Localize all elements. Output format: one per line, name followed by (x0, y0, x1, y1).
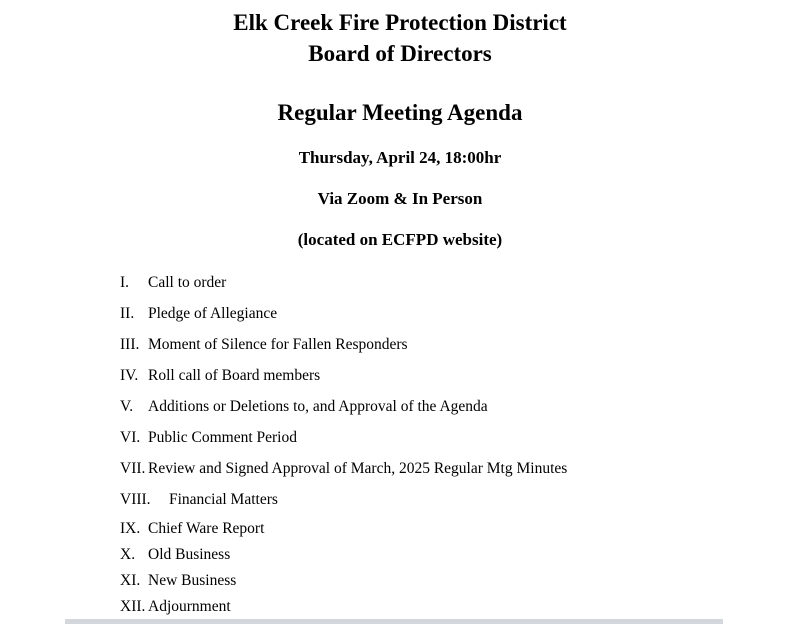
meeting-datetime: Thursday, April 24, 18:00hr (298, 148, 502, 167)
item-numeral: IX. (120, 520, 141, 537)
agenda-item (120, 335, 800, 354)
item-text: Pledge of Allegiance (148, 305, 278, 322)
location-note: (located on ECFPD website) (297, 230, 503, 249)
item-numeral: I. (120, 274, 130, 291)
item-numeral: III. (120, 336, 140, 353)
meeting-location: Via Zoom & In Person (317, 189, 483, 208)
item-text: Financial Matters (169, 491, 278, 508)
item-numeral: V. (120, 398, 134, 415)
agenda-item (120, 397, 800, 416)
agenda-item (120, 545, 800, 564)
item-numeral: VI. (120, 429, 141, 446)
agenda-item (120, 428, 800, 447)
agenda-heading: Regular Meeting Agenda (277, 100, 523, 125)
item-numeral: XI. (120, 572, 141, 589)
agenda-item (120, 571, 800, 590)
agenda-list (0, 273, 800, 616)
document-title (0, 0, 800, 69)
item-text: Additions or Deletions to, and Approval of the Agenda (148, 398, 488, 415)
page-bottom-edge (65, 619, 723, 624)
board-subtitle: Board of Directors (308, 41, 492, 66)
item-numeral: VII. (120, 460, 146, 477)
item-numeral: II. (120, 305, 135, 322)
item-numeral: VIII. (120, 491, 151, 508)
item-text: Call to order (148, 274, 227, 291)
item-text: New Business (148, 572, 237, 589)
agenda-item (120, 519, 800, 538)
agenda-item (120, 273, 800, 292)
item-text: Public Comment Period (148, 429, 297, 446)
item-numeral: IV. (120, 367, 139, 384)
district-name: Elk Creek Fire Protection District (233, 10, 567, 35)
item-text: Chief Ware Report (148, 520, 265, 537)
agenda-item (120, 459, 800, 478)
agenda-item (120, 490, 800, 509)
item-text: Moment of Silence for Fallen Responders (148, 336, 408, 353)
item-text: Adjournment (148, 598, 231, 615)
item-text: Review and Signed Approval of March, 2025 Regular Mtg Minutes (148, 460, 568, 477)
item-numeral: X. (120, 546, 136, 563)
item-text: Roll call of Board members (148, 367, 321, 384)
agenda-item (120, 366, 800, 385)
item-numeral: XII. (120, 598, 146, 615)
item-text: Old Business (148, 546, 231, 563)
agenda-item (120, 304, 800, 323)
document-header (0, 0, 800, 250)
agenda-item (120, 597, 800, 616)
